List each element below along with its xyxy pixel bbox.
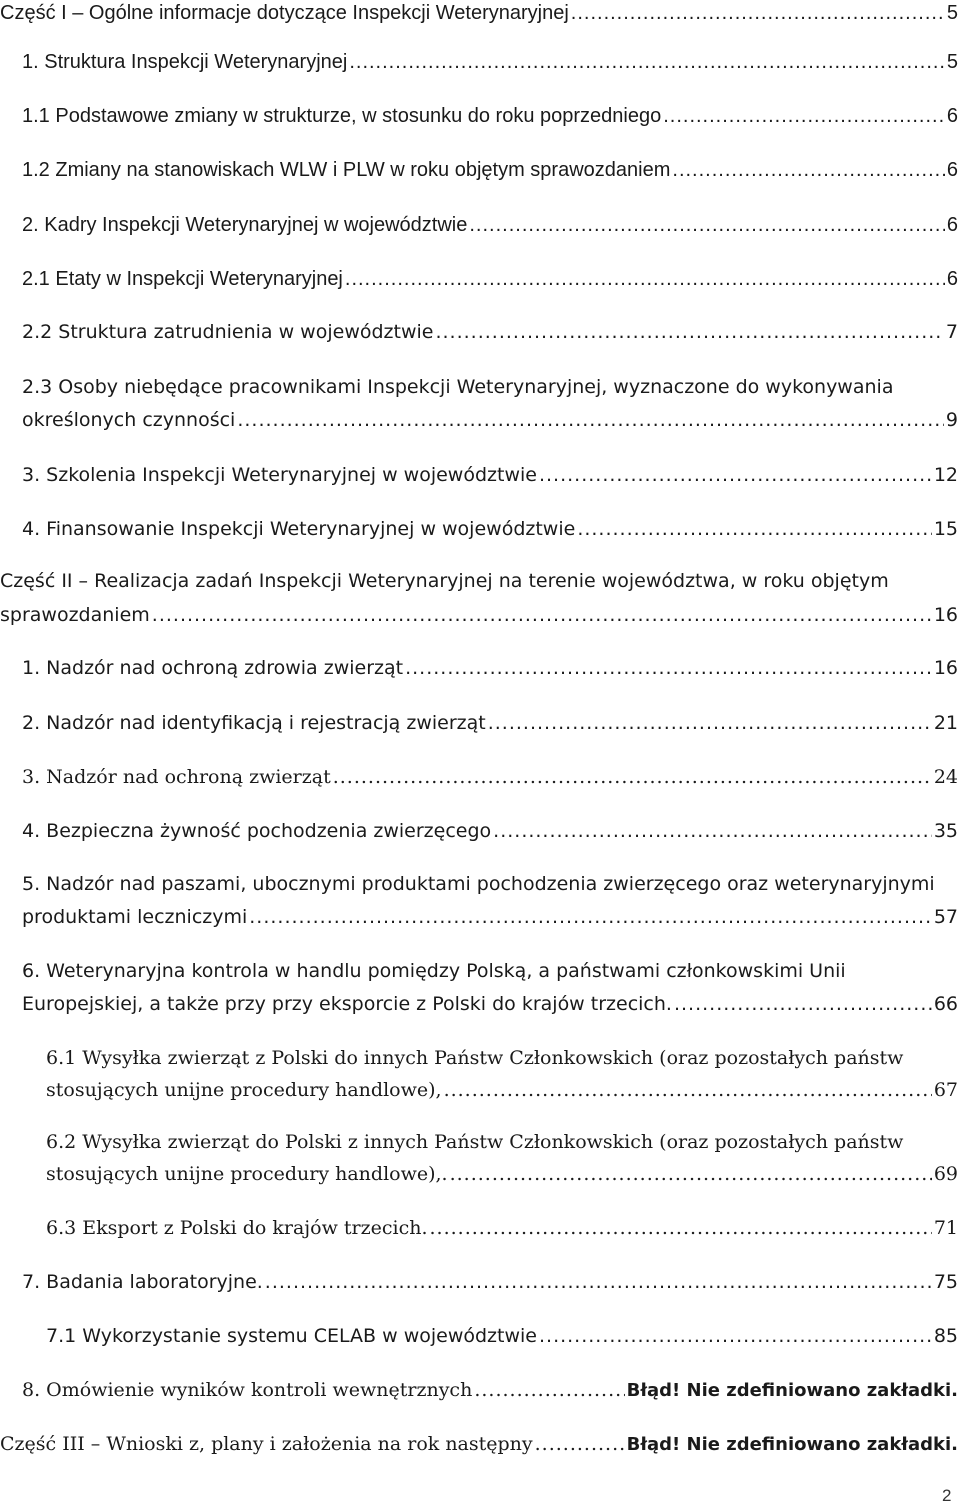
toc-entry-1-2[interactable]: [22, 159, 958, 181]
toc-leader-dots: [349, 51, 945, 73]
toc-entry-page: 16: [933, 657, 958, 679]
toc-entry-page: 6: [946, 105, 958, 127]
toc-entry-ii-5[interactable]: [22, 907, 958, 928]
toc-entry-ii-6-1[interactable]: [46, 1080, 958, 1101]
toc-entry-ii-7[interactable]: [22, 1272, 958, 1293]
toc-entry-ii-6-3[interactable]: [46, 1218, 958, 1239]
toc-entry-2[interactable]: [22, 214, 958, 236]
toc-entry-title: 7. Badania laboratoryjne.: [22, 1271, 263, 1293]
toc-leader-dots: [237, 410, 944, 431]
toc-leader-dots: [474, 1380, 624, 1401]
toc-entry-ii-4[interactable]: [22, 821, 958, 842]
toc-entry-page: 5: [946, 2, 958, 24]
toc-leader-dots: [444, 1080, 932, 1101]
toc-entry-title: 4. Bezpieczna żywność pochodzenia zwierzęcego: [22, 820, 492, 842]
toc-leader-dots: [672, 159, 944, 181]
toc-entry-1[interactable]: [22, 51, 958, 73]
toc-entry-4[interactable]: [22, 519, 958, 540]
toc-entry-title: określonych czynności: [22, 409, 236, 431]
toc-entry-page: 7: [945, 321, 958, 343]
toc-leader-dots: [571, 2, 945, 24]
toc-leader-dots: [249, 907, 932, 928]
toc-entry-page: 75: [933, 1271, 958, 1293]
toc-leader-dots: [663, 105, 945, 127]
toc-entry-title: 1. Struktura Inspekcji Weterynaryjnej: [22, 51, 348, 73]
toc-entry-page: 6: [946, 268, 958, 290]
toc-entry-page: 21: [933, 712, 958, 734]
toc-leader-dots: [469, 214, 945, 236]
toc-entry-2-2[interactable]: [22, 322, 958, 343]
toc-leader-dots: [539, 1326, 932, 1347]
toc-entry-title: Część I – Ogólne informacje dotyczące Inspekcji Weterynaryjnej: [0, 2, 569, 24]
toc-entry-title: Część III – Wnioski z, plany i założenia na rok następny: [0, 1433, 533, 1455]
toc-entry-page: 5: [946, 51, 958, 73]
toc-entry-title: 4. Finansowanie Inspekcji Weterynaryjnej w województwie: [22, 518, 576, 540]
toc-entry-czesc-1[interactable]: [0, 2, 958, 24]
toc-entry-page: 57: [933, 906, 958, 928]
toc-entry-page-error: Błąd! Nie zdefiniowano zakładki.: [626, 1434, 958, 1455]
toc-entry-page: 69: [933, 1163, 958, 1185]
toc-leader-dots: [345, 268, 945, 290]
toc-leader-dots: [539, 465, 932, 486]
toc-entry-czesc-3[interactable]: [0, 1434, 958, 1455]
toc-entry-title: 8. Omówienie wyników kontroli wewnętrznych: [22, 1379, 473, 1401]
toc-entry-page: 9: [945, 409, 958, 431]
toc-entry-ii-6-1-line-1[interactable]: 6.1 Wysyłka zwierząt z Polski do innych Państw Członkowskich (oraz pozostałych państw: [46, 1047, 904, 1069]
toc-entry-page: 16: [933, 604, 958, 626]
toc-entry-title: 2. Nadzór nad identyfikacją i rejestracją zwierząt: [22, 712, 486, 734]
toc-entry-ii-6-2[interactable]: [46, 1164, 958, 1185]
toc-entry-title: stosujących unijne procedury handlowe),.: [46, 1163, 448, 1185]
toc-entry-ii-6[interactable]: [22, 994, 958, 1015]
toc-entry-title: sprawozdaniem: [0, 604, 150, 626]
toc-entry-ii-7-1[interactable]: [46, 1326, 958, 1347]
toc-entry-title: produktami leczniczymi: [22, 906, 248, 928]
toc-entry-page: 6: [946, 214, 958, 236]
page-number: 2: [942, 1486, 952, 1505]
toc-entry-ii-8[interactable]: [22, 1380, 958, 1401]
toc-entry-title: 7.1 Wykorzystanie systemu CELAB w województwie: [46, 1325, 537, 1347]
toc-entry-page: 66: [933, 993, 958, 1015]
toc-entry-page: 85: [933, 1325, 958, 1347]
toc-entry-1-1[interactable]: [22, 105, 958, 127]
toc-leader-dots: [488, 713, 932, 734]
toc-entry-title: Europejskiej, a także przy przy eksporcie z Polski do krajów trzecich.: [22, 993, 672, 1015]
toc-leader-dots: [450, 1164, 932, 1185]
toc-entry-page: 71: [933, 1217, 958, 1239]
toc-entry-title: 1. Nadzór nad ochroną zdrowia zwierząt: [22, 657, 404, 679]
toc-entry-ii-1[interactable]: [22, 658, 958, 679]
toc-entry-ii-5-line-1[interactable]: 5. Nadzór nad paszami, ubocznymi produktami pochodzenia zwierzęcego oraz weterynaryjnymi: [22, 873, 935, 895]
toc-entry-czesc-2[interactable]: [0, 605, 958, 626]
toc-entry-2-3[interactable]: [22, 410, 958, 431]
toc-entry-title: 6.3 Eksport z Polski do krajów trzecich.: [46, 1217, 428, 1239]
toc-entry-page: 12: [933, 464, 958, 486]
toc-entry-ii-6-line-1[interactable]: 6. Weterynaryjna kontrola w handlu pomiędzy Polską, a państwami członkowskimi Unii: [22, 960, 846, 982]
toc-entry-page-error: Błąd! Nie zdefiniowano zakładki.: [626, 1380, 958, 1401]
toc-entry-3[interactable]: [22, 465, 958, 486]
toc-leader-dots: [333, 767, 932, 788]
toc-entry-2-1[interactable]: [22, 268, 958, 290]
toc-entry-page: 6: [946, 159, 958, 181]
toc-entry-ii-6-2-line-1[interactable]: 6.2 Wysyłka zwierząt do Polski z innych Państw Członkowskich (oraz pozostałych państw: [46, 1131, 904, 1153]
toc-entry-czesc-2-line-1[interactable]: Część II – Realizacja zadań Inspekcji Weterynaryjnej na terenie województwa, w roku objętym: [0, 570, 889, 592]
toc-entry-title: 2. Kadry Inspekcji Weterynaryjnej w województwie: [22, 214, 468, 236]
toc-entry-title: stosujących unijne procedury handlowe),: [46, 1079, 442, 1101]
toc-entry-2-3-line-1[interactable]: 2.3 Osoby niebędące pracownikami Inspekcji Weterynaryjnej, wyznaczone do wykonywania: [22, 376, 894, 398]
toc-entry-page: 15: [933, 518, 958, 540]
toc-entry-page: 67: [933, 1079, 958, 1101]
toc-leader-dots: [674, 994, 932, 1015]
toc-entry-title: 3. Szkolenia Inspekcji Weterynaryjnej w województwie: [22, 464, 537, 486]
toc-leader-dots: [493, 821, 932, 842]
toc-entry-title: 1.2 Zmiany na stanowiskach WLW i PLW w roku objętym sprawozdaniem: [22, 159, 671, 181]
toc-entry-title: 3. Nadzór nad ochroną zwierząt: [22, 766, 331, 788]
toc-entry-page: 24: [933, 766, 958, 788]
toc-entry-title: 2.1 Etaty w Inspekcji Weterynaryjnej: [22, 268, 343, 290]
toc-leader-dots: [435, 322, 943, 343]
toc-entry-page: 35: [933, 820, 958, 842]
toc-entry-title: 2.2 Struktura zatrudnienia w województwie: [22, 321, 434, 343]
toc-leader-dots: [535, 1434, 625, 1455]
toc-leader-dots: [265, 1272, 932, 1293]
toc-leader-dots: [430, 1218, 932, 1239]
toc-leader-dots: [577, 519, 932, 540]
toc-entry-ii-2[interactable]: [22, 713, 958, 734]
toc-entry-ii-3[interactable]: [22, 767, 958, 788]
toc-leader-dots: [405, 658, 932, 679]
toc-leader-dots: [152, 605, 932, 626]
toc-entry-title: 1.1 Podstawowe zmiany w strukturze, w stosunku do roku poprzedniego: [22, 105, 662, 127]
